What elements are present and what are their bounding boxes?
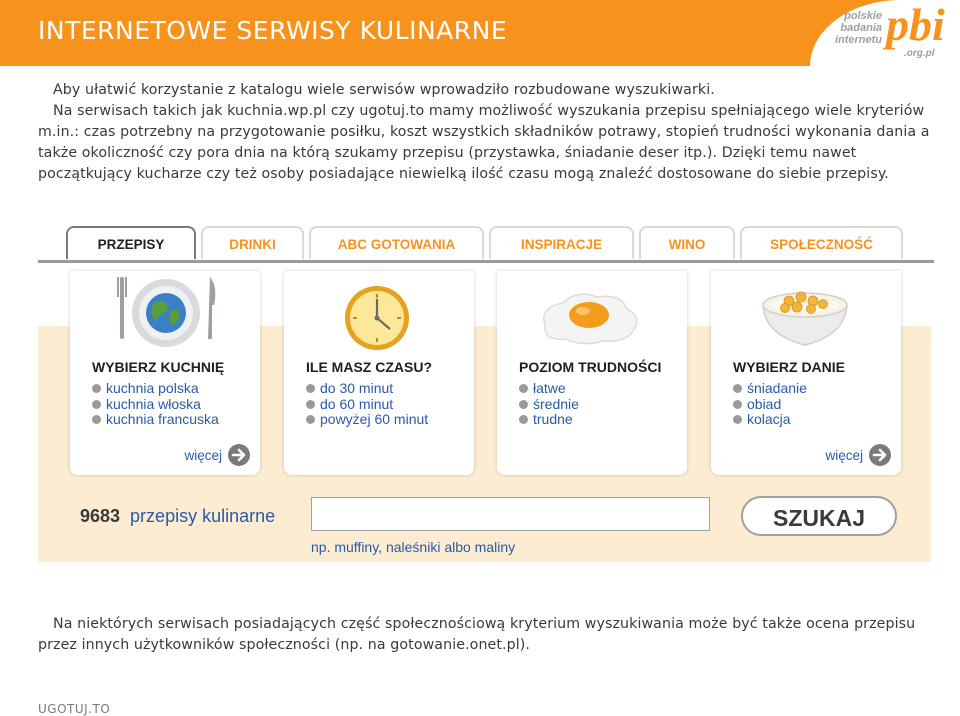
recipe-count-number: 9683 <box>80 506 121 526</box>
logo-mark: pbi <box>886 0 945 50</box>
tab-abc-gotowania[interactable]: ABC GOTOWANIA <box>309 226 484 259</box>
intro-line-2: Na serwisach takich jak kuchnia.wp.pl czy ugotuj.to mamy możliwość wyszukania przepisu spełniającego wiele kryteriów m.in.: czas potrzebny na przygotowanie posiłku, koszt wszystkich składników potrawy, stopień trudności wykonania dania a także okoliczność czy pora dnia na którą szukamy przepisu (przystawka, śniadanie deser itp.). Dzięki temu nawet początkujący kucharze czy też osoby posiadające niewielką ilość czasu mogą znaleźć dostosowane do siebie przepisy. <box>38 103 930 182</box>
outro-paragraph: Na niektórych serwisach posiadających część społecznościową kryterium wyszukiwania może być także ocena przepisu przez innych użytkowników społeczności (np. na gotowanie.onet.pl). <box>38 616 916 653</box>
intro-text <box>38 80 938 185</box>
outro-text <box>38 614 938 656</box>
intro-line-1: Aby ułatwić korzystanie z katalogu wiele serwisów wprowadziło rozbudowane wyszukiwarki. <box>53 82 715 98</box>
header-bar <box>0 0 960 66</box>
bullet-icon <box>306 384 315 393</box>
option-srednie[interactable]: średnie <box>519 397 579 413</box>
search-hint: np. muffiny, naleśniki albo maliny <box>311 539 516 555</box>
option-trudne[interactable]: trudne <box>519 412 579 428</box>
bullet-icon <box>733 415 742 424</box>
option-sniadanie[interactable]: śniadanie <box>733 381 807 397</box>
bullet-icon <box>92 415 101 424</box>
more-label: więcej <box>825 447 863 463</box>
tab-inspiracje[interactable]: INSPIRACJE <box>489 226 634 259</box>
filter-card-dish <box>711 271 901 475</box>
bullet-icon <box>306 400 315 409</box>
bullet-icon <box>92 400 101 409</box>
card-title: WYBIERZ KUCHNIĘ <box>92 359 225 375</box>
recipe-count <box>80 506 275 527</box>
bullet-icon <box>306 415 315 424</box>
cereal-bowl-icon <box>759 281 851 349</box>
filter-card-time <box>284 271 474 475</box>
logo-line-2: badania <box>840 22 882 34</box>
tab-spolecznosc[interactable]: SPOŁECZNOŚĆ <box>740 226 903 259</box>
card-title: WYBIERZ DANIE <box>733 359 845 375</box>
option-list <box>306 381 428 428</box>
search-input[interactable] <box>311 497 710 531</box>
option-kuchnia-polska[interactable]: kuchnia polska <box>92 381 219 397</box>
option-do-60-minut[interactable]: do 60 minut <box>306 397 428 413</box>
plate-globe-icon <box>116 273 226 351</box>
fried-egg-icon <box>537 289 643 349</box>
tab-przepisy[interactable]: PRZEPISY <box>66 226 196 259</box>
option-kuchnia-francuska[interactable]: kuchnia francuska <box>92 412 219 428</box>
more-label: więcej <box>184 447 222 463</box>
card-title: ILE MASZ CZASU? <box>306 359 432 375</box>
arrow-right-icon[interactable] <box>869 444 891 466</box>
bullet-icon <box>733 384 742 393</box>
more-link[interactable] <box>825 443 891 467</box>
option-latwe[interactable]: łatwe <box>519 381 579 397</box>
option-list <box>733 381 807 428</box>
option-kuchnia-wloska[interactable]: kuchnia włoska <box>92 397 219 413</box>
card-title: POZIOM TRUDNOŚCI <box>519 359 662 375</box>
bullet-icon <box>519 384 528 393</box>
clock-icon <box>342 283 412 353</box>
option-powyzej-60-minut[interactable]: powyżej 60 minut <box>306 412 428 428</box>
bullet-icon <box>519 400 528 409</box>
logo-line-1: polskie <box>844 10 882 22</box>
option-do-30-minut[interactable]: do 30 minut <box>306 381 428 397</box>
arrow-right-icon[interactable] <box>228 444 250 466</box>
option-kolacja[interactable]: kolacja <box>733 412 807 428</box>
option-list <box>92 381 219 428</box>
category-tabs <box>38 226 934 263</box>
more-link[interactable] <box>184 443 250 467</box>
recipe-count-label: przepisy kulinarne <box>130 506 276 526</box>
bullet-icon <box>92 384 101 393</box>
option-list <box>519 381 579 428</box>
page-title: INTERNETOWE SERWISY KULINARNE <box>38 16 508 45</box>
source-label: UGOTUJ.TO <box>38 702 111 716</box>
logo-domain: .org.pl <box>904 48 935 59</box>
logo-line-3: internetu <box>834 34 882 46</box>
search-button[interactable]: SZUKAJ <box>741 496 897 536</box>
tab-drinki[interactable]: DRINKI <box>201 226 304 259</box>
bullet-icon <box>733 400 742 409</box>
option-obiad[interactable]: obiad <box>733 397 807 413</box>
bullet-icon <box>519 415 528 424</box>
filter-card-difficulty <box>497 271 687 475</box>
tab-wino[interactable]: WINO <box>639 226 735 259</box>
filter-card-cuisine <box>70 271 260 475</box>
pbi-logo <box>804 0 954 66</box>
